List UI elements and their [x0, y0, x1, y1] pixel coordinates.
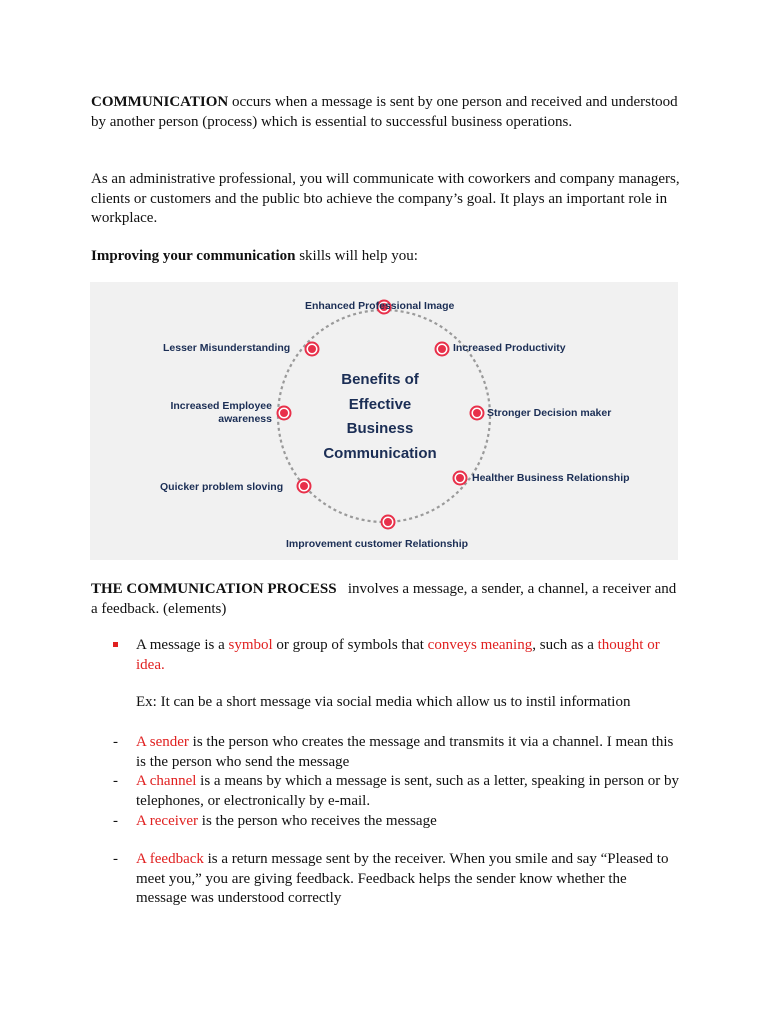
element-term: A sender	[136, 734, 189, 750]
benefit-label: Lesser Misunderstanding	[163, 342, 291, 354]
intro-term: COMMUNICATION	[91, 94, 229, 110]
element-term: A channel	[136, 773, 197, 789]
message-text: or group of symbols that	[272, 637, 428, 653]
process-rest: involves a message, a sender, a channel, a receiver and a feedback. (elements)	[91, 581, 680, 617]
element-item	[136, 812, 681, 832]
example-line: Ex: It can be a short message via social media which allow us to instil information	[136, 694, 631, 710]
process-bold: THE COMMUNICATION PROCESS	[91, 581, 337, 597]
benefit-label: Increased Productivity	[453, 342, 566, 354]
element-term: A receiver	[136, 813, 199, 829]
benefit-label: Quicker problem sloving	[160, 481, 284, 493]
process-paragraph	[91, 580, 681, 619]
center-title-line: Business	[346, 420, 414, 437]
dash-marker: -	[113, 813, 118, 829]
benefit-dot	[278, 407, 291, 420]
element-term: A feedback	[136, 851, 204, 867]
message-item	[136, 636, 681, 675]
bullet-square-icon	[113, 642, 118, 647]
element-text: is the person who creates the message and transmits it via a channel. I mean this is the person who send the message	[136, 734, 674, 770]
dash-marker: -	[113, 734, 118, 750]
element-item	[136, 850, 681, 909]
benefit-dot	[382, 516, 395, 529]
benefit-dot	[454, 472, 467, 485]
element-item	[136, 772, 681, 811]
dash-marker: -	[113, 773, 118, 789]
benefit-dot	[471, 407, 484, 420]
benefit-label: Healther Business Relationship	[472, 472, 630, 484]
benefit-label: Enhanced Professional Image	[305, 300, 455, 312]
benefit-dot	[298, 480, 311, 493]
benefit-label: Improvement customer Relationship	[286, 538, 469, 550]
message-highlight: symbol	[228, 637, 273, 653]
benefits-figure	[90, 282, 678, 560]
benefit-label: Stronger Decision maker	[487, 407, 612, 419]
figure-center-title	[300, 368, 460, 466]
improving-line	[91, 247, 681, 267]
intro-text: occurs when a message is sent by one person and received and understood by another person (process) which is essential to successful business operations.	[91, 94, 678, 130]
intro-paragraph	[91, 93, 681, 132]
element-text: is a means by which a message is sent, such as a letter, speaking in person or by telephones, or electronically by e-mail.	[136, 773, 680, 809]
center-title-line: Communication	[323, 444, 437, 462]
message-highlight: conveys meaning	[427, 637, 533, 653]
improving-rest: skills will help you:	[295, 248, 418, 264]
dash-marker: -	[113, 851, 118, 867]
element-item	[136, 733, 681, 772]
admin-paragraph: As an administrative professional, you will communicate with coworkers and company managers, clients or customers and the public bto achieve the company’s goal. It plays an important role in workplace.	[91, 171, 680, 226]
benefit-dot	[306, 343, 319, 356]
benefit-label: Increased Employee awareness	[170, 400, 272, 425]
element-text: is the person who receives the message	[198, 813, 437, 829]
improving-bold: Improving your communication	[91, 248, 296, 264]
message-text: A message is a	[136, 637, 229, 653]
center-title-line: Benefits of	[341, 371, 419, 388]
benefit-dot	[436, 343, 449, 356]
center-title-line: Effective	[348, 395, 412, 413]
message-text: , such as a	[532, 637, 598, 653]
message-highlight: thought or idea.	[136, 637, 660, 673]
element-text: is a return message sent by the receiver. When you smile and say “Pleased to meet you,” you are giving feedback. Feedback helps the sender know whether the message was understood correctly	[136, 851, 669, 906]
